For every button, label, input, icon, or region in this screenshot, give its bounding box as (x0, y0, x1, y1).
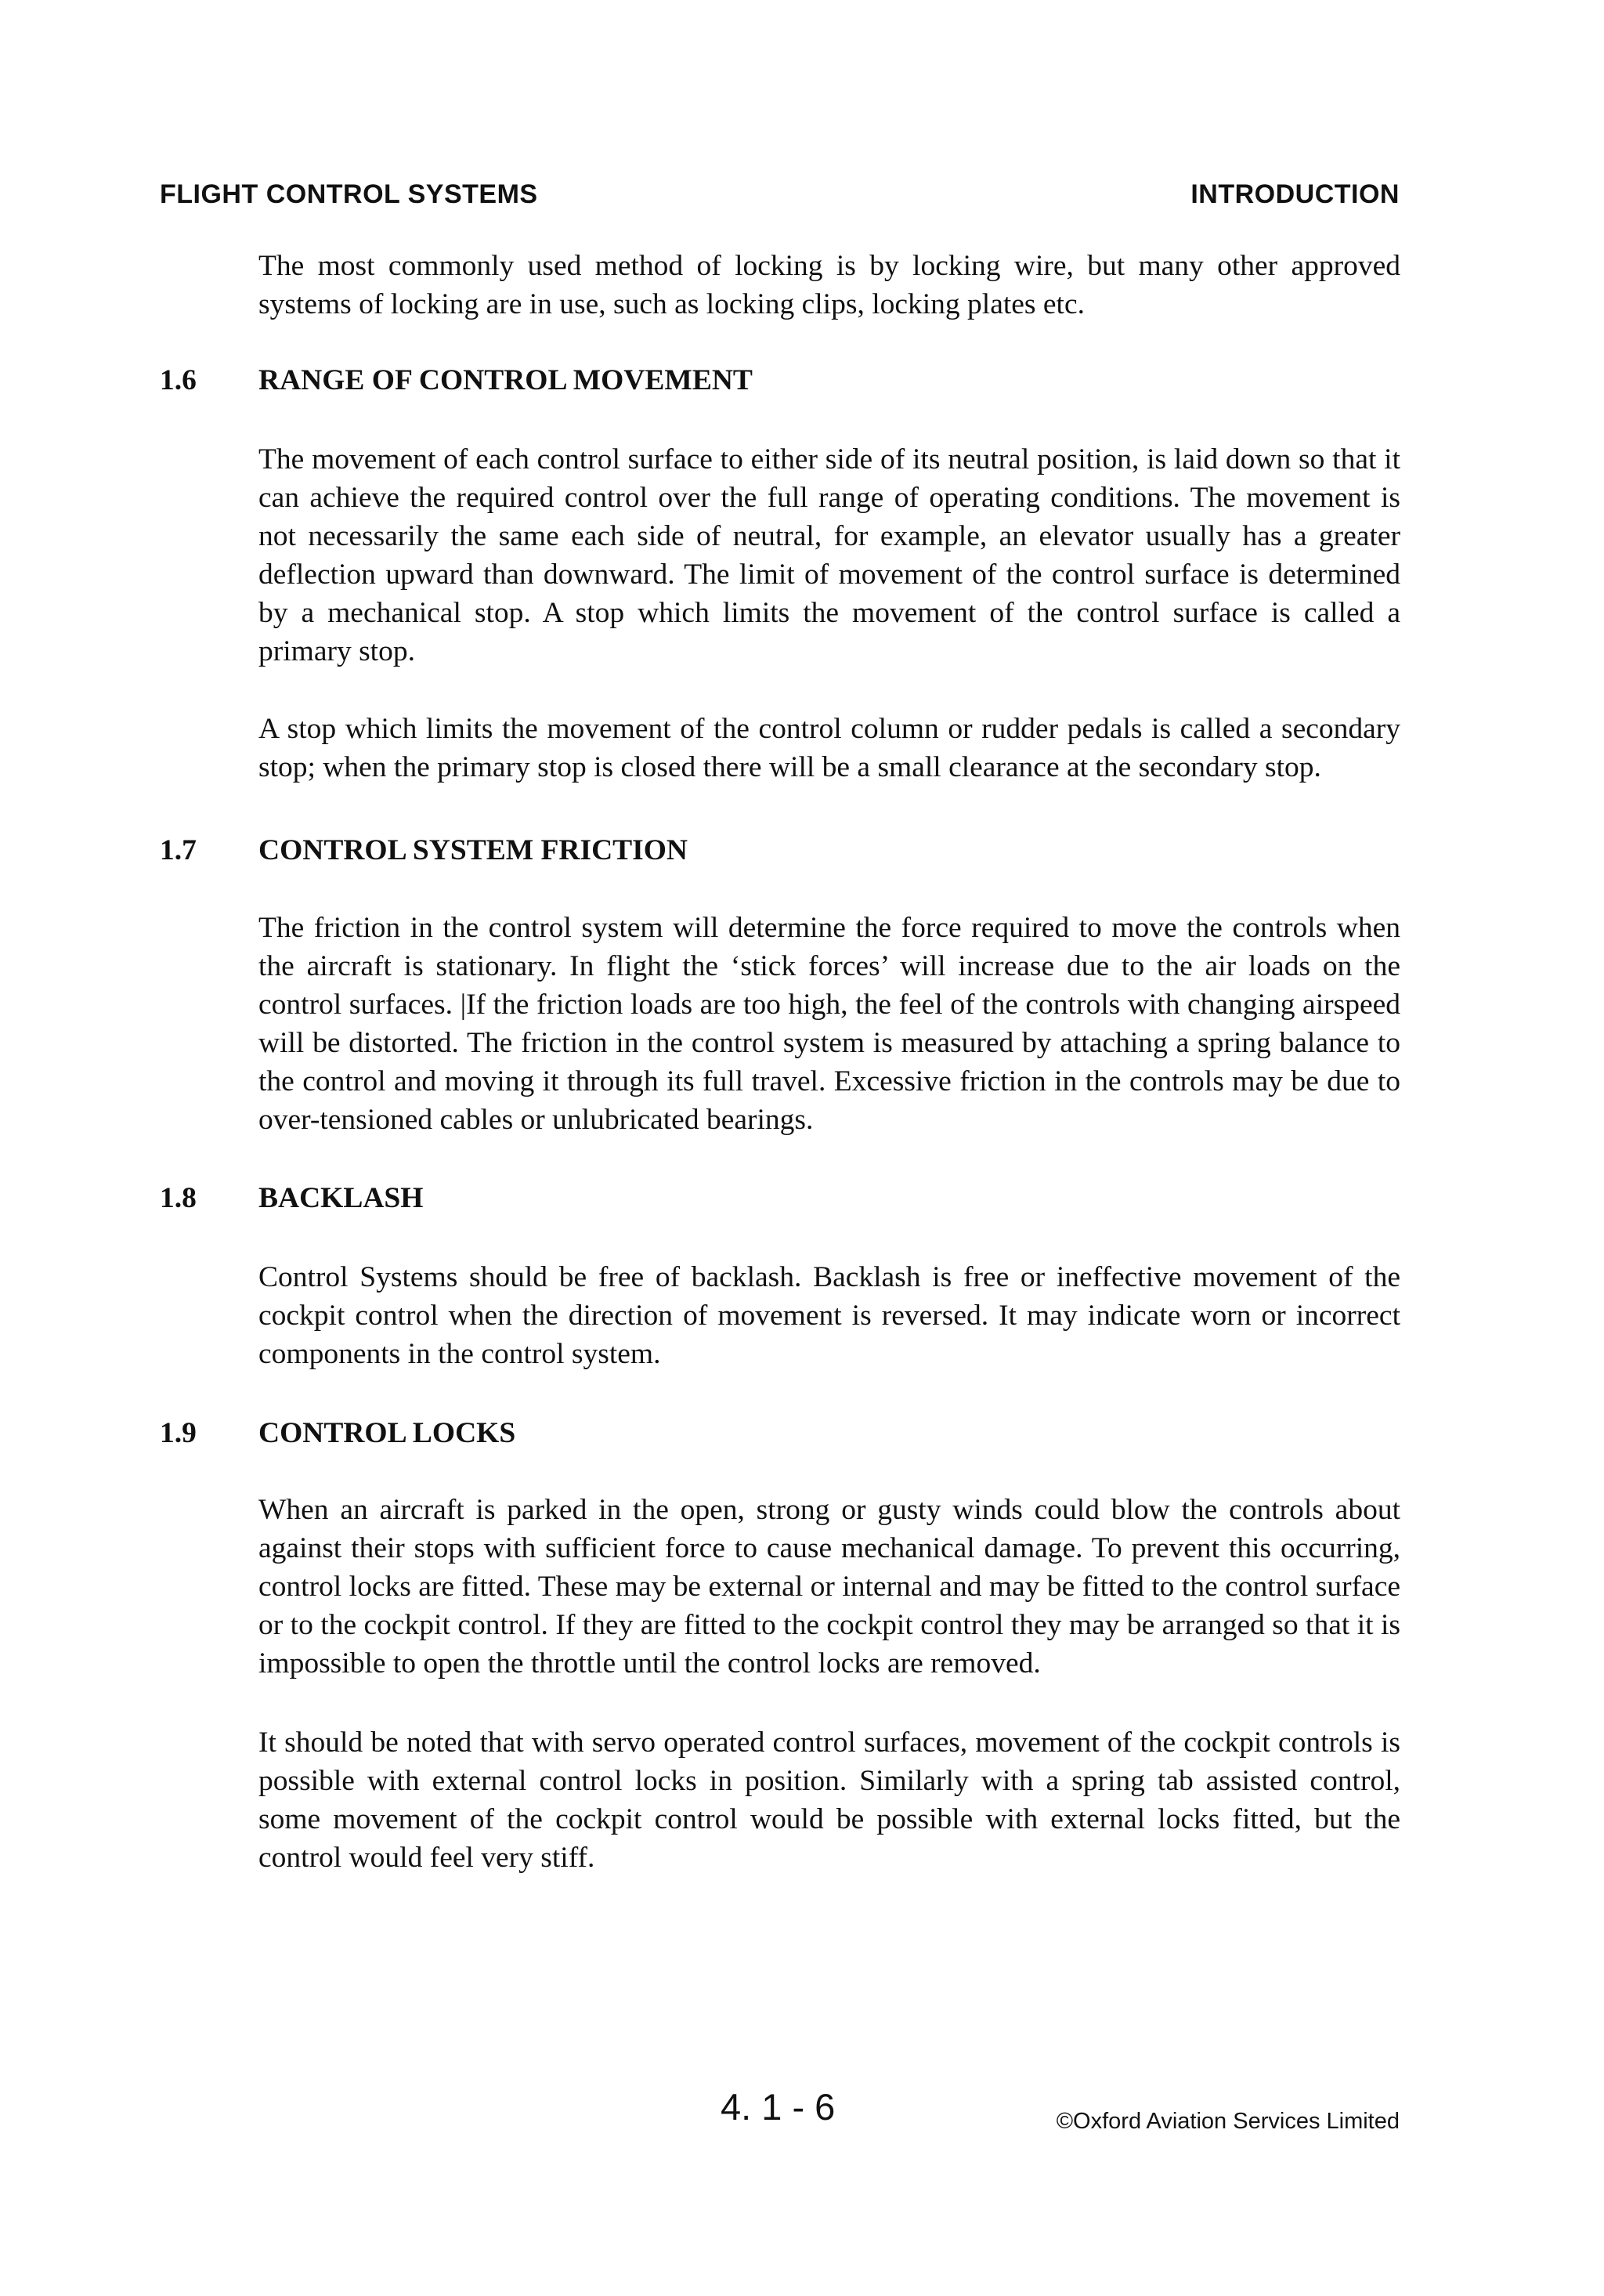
section-1-7-paragraph-1: The friction in the control system will determine the force required to move the controls when the aircraft is stationary. In flight the ‘stick forces’ will increase due to the air loads on the control surfaces. |If the friction loads are too high, the feel of the controls with changing airspeed will be distorted. The friction in the control system is measured by attaching a spring balance to the control and moving it through its full travel. Excessive friction in the controls may be due to over-tensioned cables or unlubricated bearings. (258, 912, 1400, 1136)
section-1-6-paragraph-1: The movement of each control surface to either side of its neutral position, is laid down so that it can achieve the required control over the full range of operating conditions. The movement is not necessarily the same each side of neutral, for example, an elevator usually has a greater deflection upward than downward. The limit of movement of the control surface is determined by a mechanical stop. A stop which limits the movement of the control surface is called a primary stop. (258, 443, 1400, 667)
section-1-8-paragraph-1: Control Systems should be free of backlash. Backlash is free or ineffective movement of the cockpit control when the direction of movement is reversed. It may indicate worn or incorrect components in the control system. (258, 1261, 1400, 1370)
section-1-9-paragraph-2: It should be noted that with servo operated control surfaces, movement of the cockpit controls is possible with external control locks in position. Similarly with a spring tab assisted control, some movement of the cockpit control would be possible with external locks fitted, but the control would feel very stiff. (258, 1727, 1400, 1874)
section-title-control-system-friction: CONTROL SYSTEM FRICTION (258, 834, 688, 866)
section-number-1-6: 1.6 (160, 364, 197, 396)
page-number: 4. 1 - 6 (721, 2086, 836, 2128)
intro-paragraph: The most commonly used method of locking is by locking wire, but many other approved systems of locking are in use, such as locking clips, locking plates etc. (258, 250, 1400, 320)
section-title-range-of-control-movement: RANGE OF CONTROL MOVEMENT (258, 364, 753, 396)
section-number-1-9: 1.9 (160, 1417, 197, 1449)
section-number-1-7: 1.7 (160, 834, 197, 866)
copyright-notice: ©Oxford Aviation Services Limited (1056, 2109, 1400, 2134)
section-title-control-locks: CONTROL LOCKS (258, 1417, 516, 1449)
section-number-1-8: 1.8 (160, 1182, 197, 1214)
section-1-6-paragraph-2: A stop which limits the movement of the control column or rudder pedals is called a secondary stop; when the primary stop is closed there will be a small clearance at the secondary stop. (258, 713, 1400, 783)
section-1-9-paragraph-1: When an aircraft is parked in the open, strong or gusty winds could blow the controls about against their stops with sufficient force to cause mechanical damage. To prevent this occurring, control locks are fitted. These may be external or internal and may be fitted to the control surface or to the cockpit control. If they are fitted to the cockpit control they may be arranged so that it is impossible to open the throttle until the control locks are removed. (258, 1494, 1400, 1680)
section-title-backlash: BACKLASH (258, 1182, 424, 1214)
header-section-title: INTRODUCTION (1190, 179, 1400, 209)
header-chapter-title: FLIGHT CONTROL SYSTEMS (160, 179, 538, 209)
